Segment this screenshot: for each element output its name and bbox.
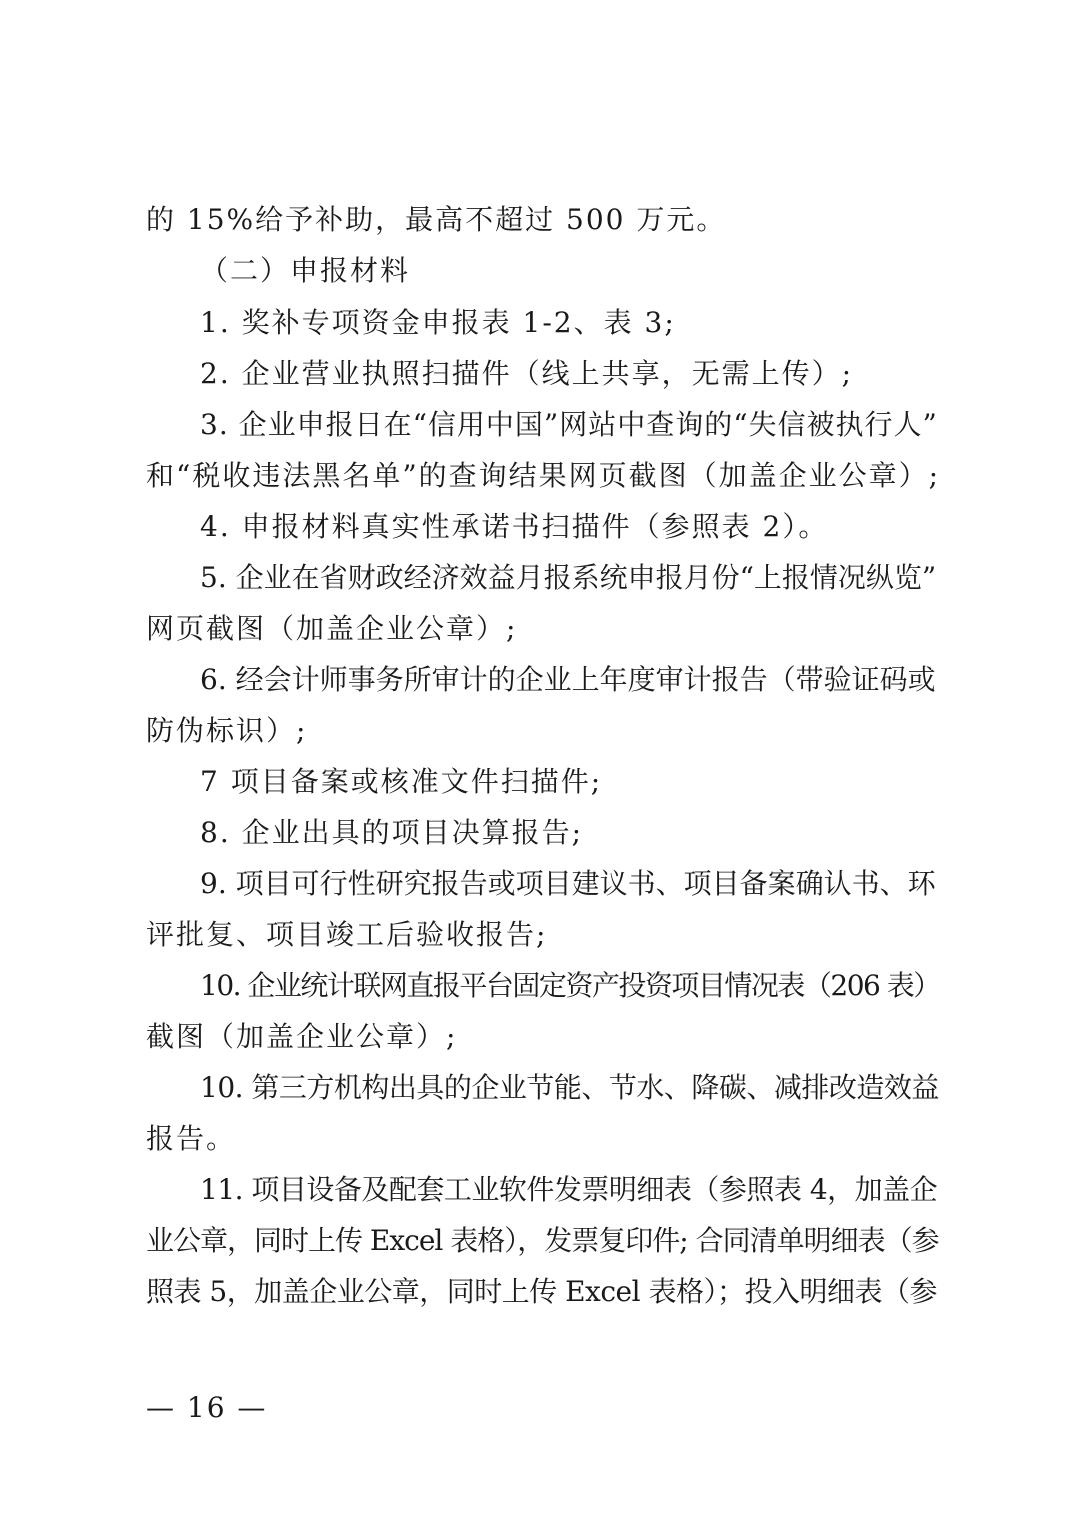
list-item: 5. 企业在省财政经济效益月报系统申报月份“上报情况纵览” — [200, 561, 937, 594]
list-item-continuation: 报告。 — [146, 1122, 237, 1155]
body-line: 的 15%给予补助，最高不超过 500 万元。 — [146, 203, 727, 236]
list-item: 2. 企业营业执照扫描件（线上共享，无需上传）; — [200, 357, 854, 390]
list-item-continuation: 防伪标识）; — [146, 714, 308, 747]
list-item: 10. 第三方机构出具的企业节能、节水、降碳、减排改造效益 — [200, 1071, 939, 1104]
list-item-continuation: 评批复、项目竣工后验收报告; — [146, 918, 548, 951]
list-item: 11. 项目设备及配套工业软件发票明细表（参照表 4，加盖企 — [200, 1173, 938, 1206]
list-item: 7 项目备案或核准文件扫描件; — [200, 765, 603, 798]
list-item: 4. 申报材料真实性承诺书扫描件（参照表 2）。 — [200, 510, 829, 543]
list-item: 10. 企业统计联网直报平台固定资产投资项目情况表（206 表） — [200, 969, 940, 1002]
section-heading: （二）申报材料 — [200, 254, 411, 287]
list-item: 1. 奖补专项资金申报表 1-2、表 3; — [200, 306, 676, 339]
list-item: 3. 企业申报日在“信用中国”网站中查询的“失信被执行人” — [200, 408, 938, 441]
list-item-continuation: 业公章，同时上传 Excel 表格），发票复印件; 合同清单明细表（参 — [146, 1224, 939, 1257]
list-item: 6. 经会计师事务所审计的企业上年度审计报告（带验证码或 — [200, 663, 936, 696]
list-item: 9. 项目可行性研究报告或项目建议书、项目备案确认书、环 — [200, 867, 936, 900]
list-item-continuation: 照表 5，加盖企业公章，同时上传 Excel 表格）；投入明细表（参 — [146, 1275, 937, 1308]
list-item-continuation: 网页截图（加盖企业公章）; — [146, 612, 518, 645]
list-item-continuation: 截图（加盖企业公章）; — [146, 1020, 458, 1053]
list-item: 8. 企业出具的项目决算报告; — [200, 816, 584, 849]
list-item-continuation: 和“税收违法黑名单”的查询结果网页截图（加盖企业公章）; — [146, 459, 941, 492]
page-number: — 16 — — [146, 1391, 268, 1424]
